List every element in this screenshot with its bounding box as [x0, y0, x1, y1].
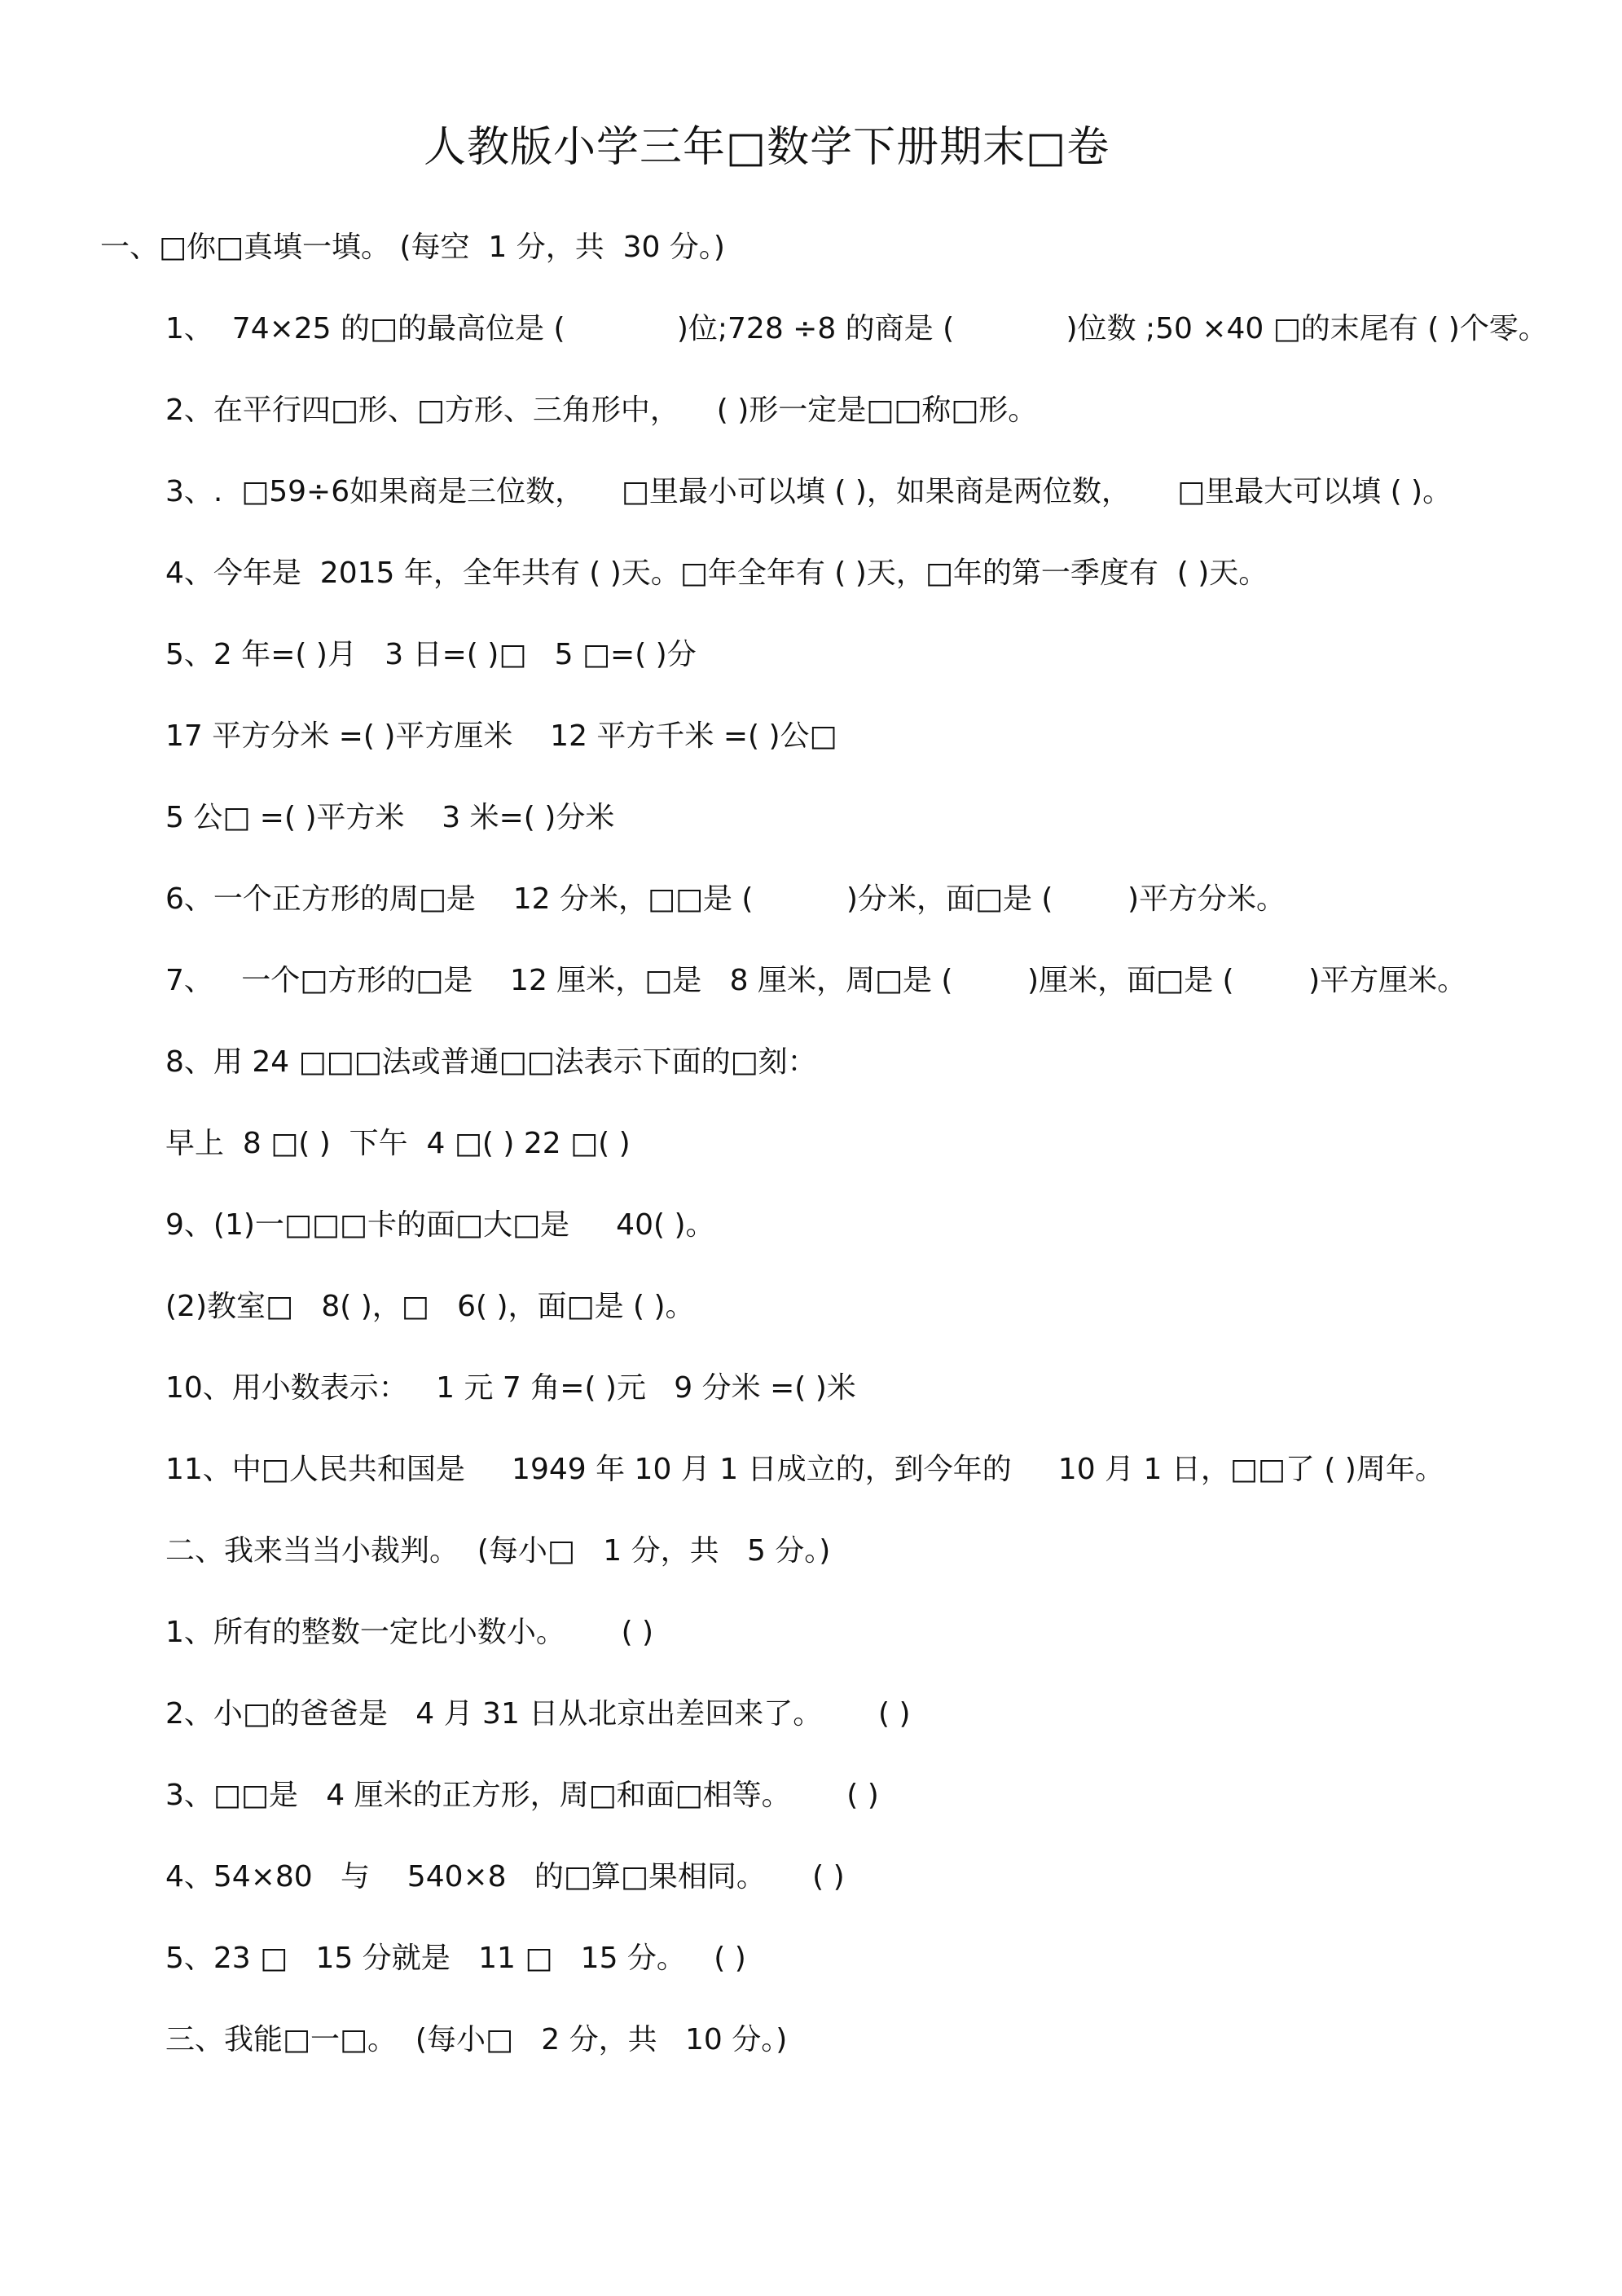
section-1-question-7: 7、 一个□方形的□是 12 厘米，□是 8 厘米，周□是 ( )厘米，面□是 ( )平方厘米。: [165, 964, 1467, 997]
section-1-question-11: 11、中□人民共和国是 1949 年 10 月 1 日成立的，到今年的 10 月 1 日，□□了 ( )周年。: [165, 1453, 1444, 1486]
section-2-question-1: 1、所有的整数一定比小数小。 ( ): [165, 1616, 654, 1649]
page-title: 人教版小学三年□数学下册期末□卷: [424, 123, 1110, 172]
section-2-question-4: 4、54×80 与 540×8 的□算□果相同。 ( ): [165, 1860, 845, 1894]
section-1-question-5: 5、2 年=( )月 3 日=( )□ 5 □=( )分: [165, 638, 697, 671]
section-1-question-6: 6、一个正方形的周□是 12 分米，□□是 ( )分米，面□是 ( )平方分米。: [165, 882, 1286, 916]
section-1-question-8: 8、用 24 □□□法或普通□□法表示下面的□刻：: [165, 1045, 817, 1079]
section-3-heading: 三、我能□一□。 (每小□ 2 分，共 10 分。): [165, 2023, 788, 2056]
section-2-question-3: 3、□□是 4 厘米的正方形，周□和面□相等。 ( ): [165, 1779, 879, 1812]
section-1-question-10: 10、用小数表示： 1 元 7 角=( )元 9 分米 =( )米: [165, 1371, 856, 1405]
section-2-heading: 二、我来当当小裁判。 (每小□ 1 分，共 5 分。): [165, 1534, 831, 1568]
section-1-question-8-line-2: 早上 8 □( ) 下午 4 □( ) 22 □( ): [165, 1127, 631, 1160]
section-1-question-3: 3、. □59÷6如果商是三位数， □里最小可以填 ( )，如果商是两位数， □里最大可以填 ( )。: [165, 475, 1453, 508]
section-1-question-5-line-3: 5 公□ =( )平方米 3 米=( )分米: [165, 801, 615, 834]
section-1-question-1: 1、 74×25 的□的最高位是 ( )位;728 ÷8 的商是 ( )位数 ;50 ×40 □的末尾有 ( )个零。: [165, 312, 1548, 345]
section-1-question-5-line-2: 17 平方分米 =( )平方厘米 12 平方千米 =( )公□: [165, 719, 837, 753]
section-1-question-2: 2、在平行四□形、□方形、三角形中， ( )形一定是□□称□形。: [165, 394, 1038, 427]
section-2-question-2: 2、小□的爸爸是 4 月 31 日从北京出差回来了。 ( ): [165, 1697, 911, 1731]
section-1-question-9-part-2: (2)教室□ 8( )，□ 6( )，面□是 ( )。: [165, 1290, 695, 1323]
section-1-heading: 一、□你□真填一填。 (每空 1 分，共 30 分。): [100, 231, 725, 264]
section-1-question-4: 4、今年是 2015 年，全年共有 ( )天。□年全年有 ( )天，□年的第一季度有 ( )天。: [165, 556, 1268, 590]
section-2-question-5: 5、23 □ 15 分就是 11 □ 15 分。 ( ): [165, 1942, 746, 1975]
exam-body: [0, 207, 1622, 2081]
section-1-question-9: 9、(1)一□□□卡的面□大□是 40( )。: [165, 1208, 715, 1242]
